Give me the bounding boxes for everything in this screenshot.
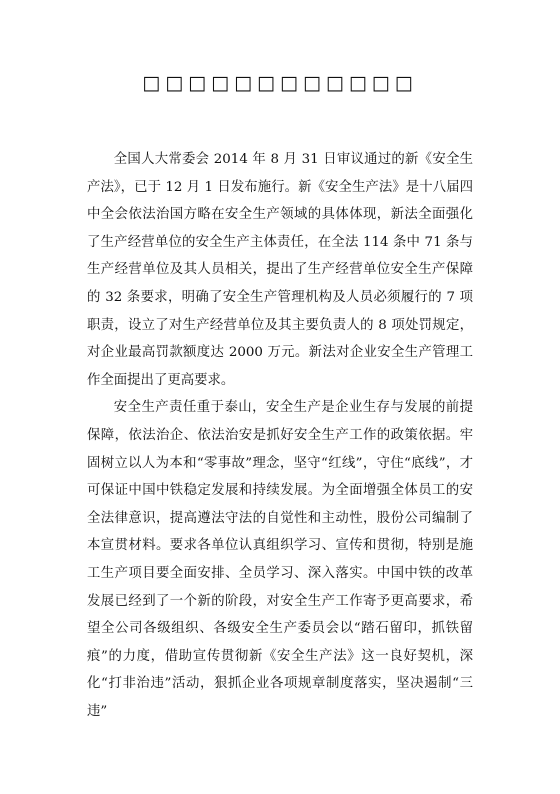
document-body xyxy=(87,146,473,725)
paragraph-2: 安全生产责任重于泰山，安全生产是企业生存与发展的前提保障，依法治企、依法治安是抓好安全生产工作的政策依据。牢固树立以人为本和“零事故”理念，坚守“红线”，守住“底线”，才可保证中国中铁稳定发展和持续发展。为全面增强全体员工的安全法律意识，提高遵法守法的自觉性和主动性，股份公司编制了本宣贯材料。要求各单位认真组织学习、宣传和贯彻，特别是施工生产项目要全面安排、全员学习、深入落实。中国中铁的改革发展已经到了一个新的阶段，对安全生产工作寄予更高要求，希望全公司各级组织、各级安全生产委员会以“踏石留印，抓铁留痕”的力度，借助宣传贯彻新《安全生产法》这一良好契机，深化“打非治违”活动，狠抓企业各项规章制度落实，坚决遏制“三违” xyxy=(87,400,473,719)
document-title: □□□□□□□□□□□□ xyxy=(142,72,418,94)
paragraph-1: 全国人大常委会 2014 年 8 月 31 日审议通过的新《安全生产法》，已于 12 月 1 日发布施行。新《安全生产法》是十八届四中全会依法治国方略在安全生产领域的具体体现，新法全面强化了生产经营单位的安全生产主体责任，在全法 114 条中 71 条与生产经营单位及其人员相关，提出了生产经营单位安全生产保障的 32 条要求，明确了安全生产管理机构及人员必须履行的 7 项职责，设立了对生产经营单位及其主要负责人的 8 项处罚规定，对企业最高罚款额度达 2000 万元。新法对企业安全生产管理工作全面提出了更高要求。 xyxy=(87,152,473,388)
